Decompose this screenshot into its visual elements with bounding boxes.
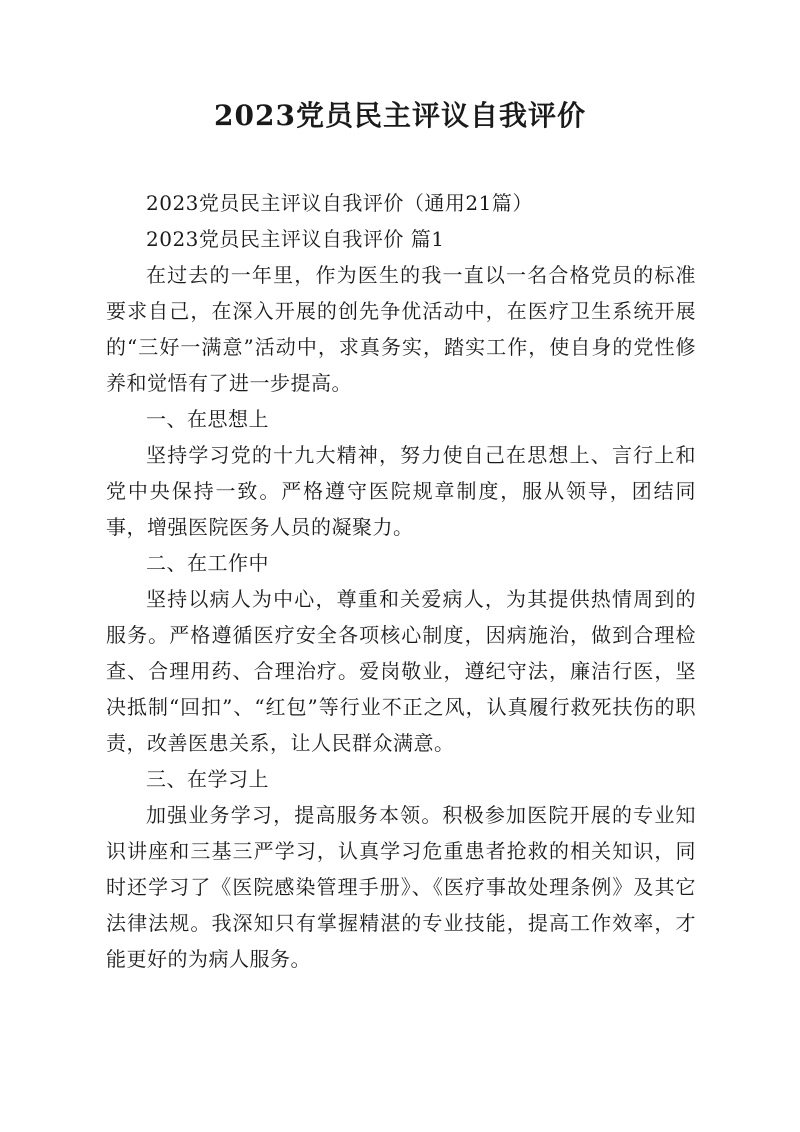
body-paragraph: 坚持以病人为中心，尊重和关爱病人，为其提供热情周到的服务。严格遵循医疗安全各项核心制度，因病施治，做到合理检查、合理用药、合理治疗。爱岗敬业，遵纪守法，廉洁行医，坚决抵制“回扣”、“红包”等行业不正之风，认真履行救死扶伤的职责，改善医患关系，让人民群众满意。 [106, 587, 696, 755]
subtitle-paragraph: 2023党员民主评议自我评价（通用21篇） [146, 191, 533, 215]
section-heading: 一、在思想上 [146, 407, 269, 431]
document-body [106, 185, 696, 977]
section-heading: 二、在工作中 [146, 551, 269, 575]
body-paragraph: 加强业务学习，提高服务本领。积极参加医院开展的专业知识讲座和三基三严学习，认真学习危重患者抢救的相关知识，同时还学习了《医院感染管理手册》、《医疗事故处理条例》及其它法律法规。我深知只有掌握精湛的专业技能，提高工作效率，才能更好的为病人服务。 [106, 803, 696, 971]
document-title: 2023党员民主评议自我评价 [214, 99, 586, 132]
section-heading: 2023党员民主评议自我评价 篇1 [146, 227, 445, 251]
section-heading: 三、在学习上 [146, 767, 269, 791]
body-paragraph: 在过去的一年里，作为医生的我一直以一名合格党员的标准要求自己，在深入开展的创先争优活动中，在医疗卫生系统开展的“三好一满意”活动中，求真务实，踏实工作，使自身的党性修养和觉悟有了进一步提高。 [106, 263, 696, 395]
body-paragraph: 坚持学习党的十九大精神，努力使自己在思想上、言行上和党中央保持一致。严格遵守医院规章制度，服从领导，团结同事，增强医院医务人员的凝聚力。 [106, 443, 696, 539]
